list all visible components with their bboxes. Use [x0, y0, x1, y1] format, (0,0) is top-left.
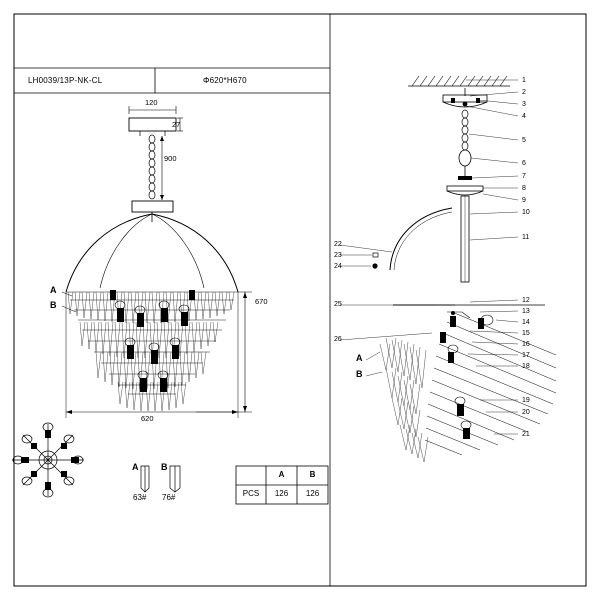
table-header-b: B [309, 470, 316, 479]
dimension-spec: Φ620*H670 [203, 76, 247, 85]
callout-2: 2 [522, 89, 526, 96]
callout-9: 9 [522, 197, 526, 204]
legend-label-a: A [132, 462, 139, 472]
section-label-b-main: B [50, 300, 57, 310]
callout-3: 3 [522, 101, 526, 108]
dim-canopy-height: 27 [172, 120, 181, 129]
table-row-a: 126 [274, 489, 289, 498]
detail-label-a: A [356, 353, 363, 363]
dim-canopy-width: 120 [145, 98, 158, 107]
callout-24: 24 [334, 263, 342, 270]
callout-16: 16 [522, 341, 530, 348]
callout-25: 25 [334, 301, 342, 308]
callout-26: 26 [334, 336, 342, 343]
dim-body-width: 620 [141, 414, 154, 423]
callout-14: 14 [522, 319, 530, 326]
legend-qty-a: 63# [133, 493, 147, 502]
detail-label-b: B [356, 369, 363, 379]
callout-4: 4 [522, 113, 526, 120]
callout-11: 11 [522, 234, 530, 241]
section-label-a-main: A [50, 285, 57, 295]
callout-12: 12 [522, 297, 530, 304]
dim-body-height: 670 [255, 297, 268, 306]
callout-1: 1 [522, 77, 526, 84]
table-row-label: PCS [242, 489, 260, 498]
callout-21: 21 [522, 431, 530, 438]
callout-6: 6 [522, 160, 526, 167]
callout-23: 23 [334, 252, 342, 259]
callout-20: 20 [522, 409, 530, 416]
callout-8: 8 [522, 185, 526, 192]
callout-7: 7 [522, 173, 526, 180]
table-row-b: 126 [305, 489, 320, 498]
callout-13: 13 [522, 308, 530, 315]
callout-22: 22 [334, 241, 342, 248]
dim-chain-drop: 900 [164, 154, 177, 163]
callout-19: 19 [522, 397, 530, 404]
callout-10: 10 [522, 209, 530, 216]
callout-5: 5 [522, 137, 526, 144]
callout-17: 17 [522, 352, 530, 359]
callout-18: 18 [522, 363, 530, 370]
table-header-a: A [278, 470, 285, 479]
model-code: LH0039/13P-NK-CL [28, 76, 103, 85]
legend-qty-b: 76# [162, 493, 176, 502]
callout-15: 15 [522, 330, 530, 337]
legend-label-b: B [161, 462, 168, 472]
